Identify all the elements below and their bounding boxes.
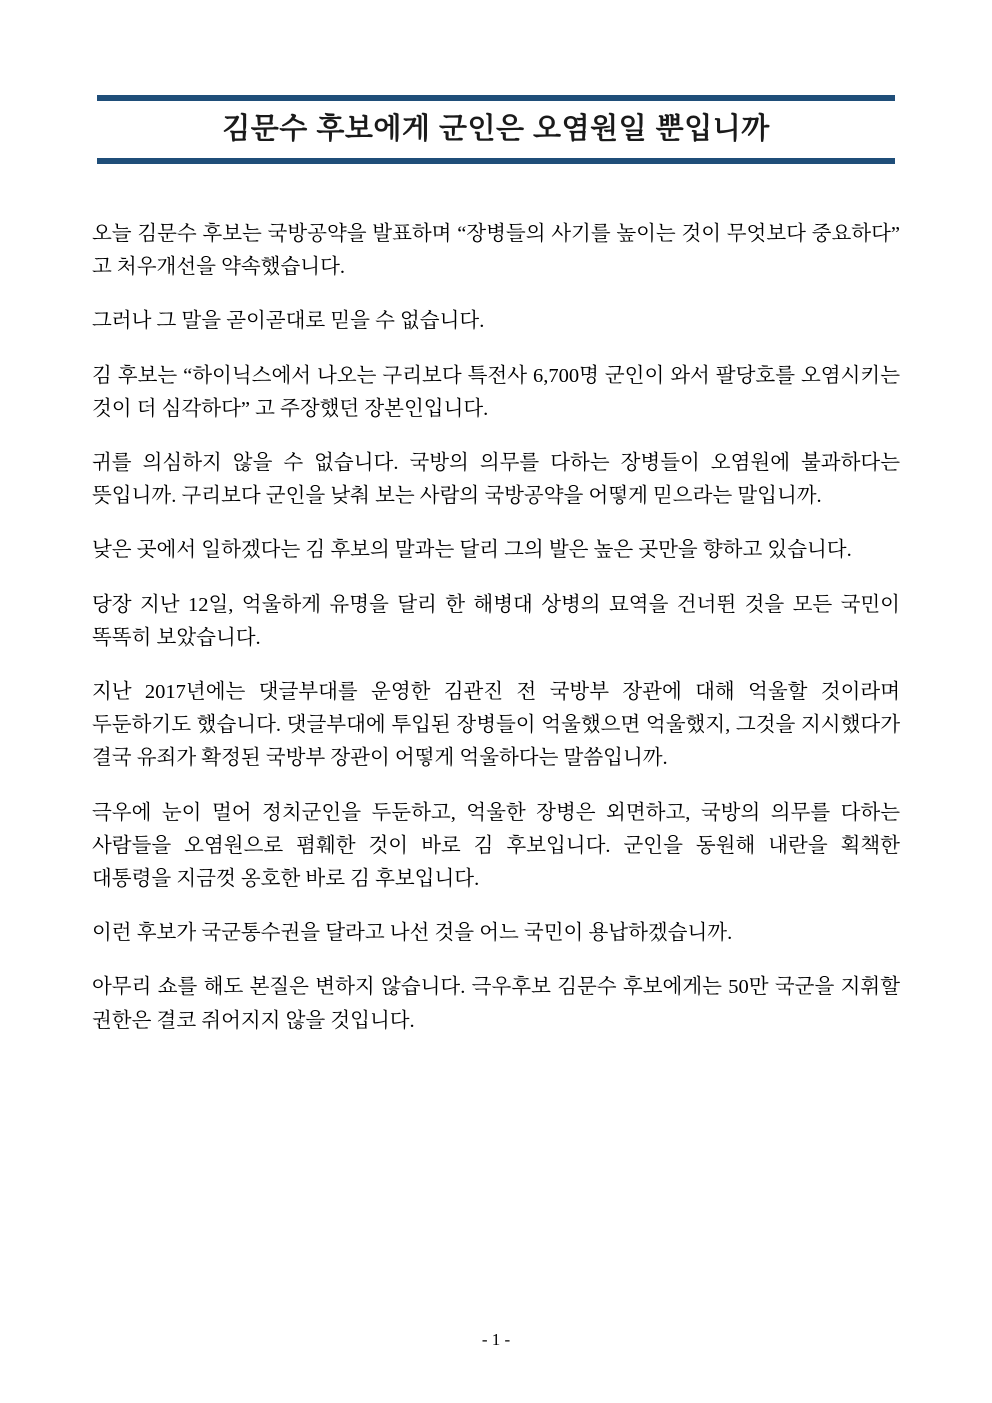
paragraph: 오늘 김문수 후보는 국방공약을 발표하며 “장병들의 사기를 높이는 것이 무엇보다 중요하다” 고 처우개선을 약속했습니다. bbox=[92, 223, 900, 279]
page-number: - 1 - bbox=[481, 1330, 511, 1349]
paragraph: 김 후보는 “하이닉스에서 나오는 구리보다 특전사 6,700명 군인이 와서 팔당호를 오염시키는 것이 더 심각하다” 고 주장했던 장본인입니다. bbox=[92, 364, 900, 420]
paragraph: 극우에 눈이 멀어 정치군인을 두둔하고, 억울한 장병은 외면하고, 국방의 의무를 다하는 사람들을 오염원으로 폄훼한 것이 바로 김 후보입니다. 군인을 동원해 내란을 획책한 대통령을 지금껏 옹호한 바로 김 후보입니다. bbox=[92, 801, 900, 891]
paragraph: 낮은 곳에서 일하겠다는 김 후보의 말과는 달리 그의 발은 높은 곳만을 향하고 있습니다. bbox=[92, 539, 852, 562]
title-bottom-rule bbox=[97, 158, 895, 164]
paragraph: 당장 지난 12일, 억울하게 유명을 달리 한 해병대 상병의 묘역을 건너뛴 것을 모든 국민이 똑똑히 보았습니다. bbox=[92, 593, 900, 649]
paragraph: 지난 2017년에는 댓글부대를 운영한 김관진 전 국방부 장관에 대해 억울할 것이라며 두둔하기도 했습니다. 댓글부대에 투입된 장병들이 억울했으면 억울했지, 그것을 지시했다가 결국 유죄가 확정된 국방부 장관이 어떻게 억울하다는 말씀입니까. bbox=[92, 681, 900, 770]
document-body bbox=[92, 218, 900, 1038]
document-title-block bbox=[97, 95, 895, 164]
paragraph: 이런 후보가 국군통수권을 달라고 나선 것을 어느 국민이 용납하겠습니까. bbox=[92, 922, 733, 945]
page-title: 김문수 후보에게 군인은 오염원일 뿐입니까 bbox=[222, 113, 770, 145]
paragraph: 아무리 쇼를 해도 본질은 변하지 않습니다. 극우후보 김문수 후보에게는 50만 국군을 지휘할 권한은 결코 쥐어지지 않을 것입니다. bbox=[92, 976, 900, 1032]
paragraph: 그러나 그 말을 곧이곧대로 믿을 수 없습니다. bbox=[92, 310, 485, 333]
paragraph: 귀를 의심하지 않을 수 없습니다. 국방의 의무를 다하는 장병들이 오염원에 불과하다는 뜻입니까. 구리보다 군인을 낮춰 보는 사람의 국방공약을 어떻게 믿으라는 말입니까. bbox=[92, 452, 900, 508]
